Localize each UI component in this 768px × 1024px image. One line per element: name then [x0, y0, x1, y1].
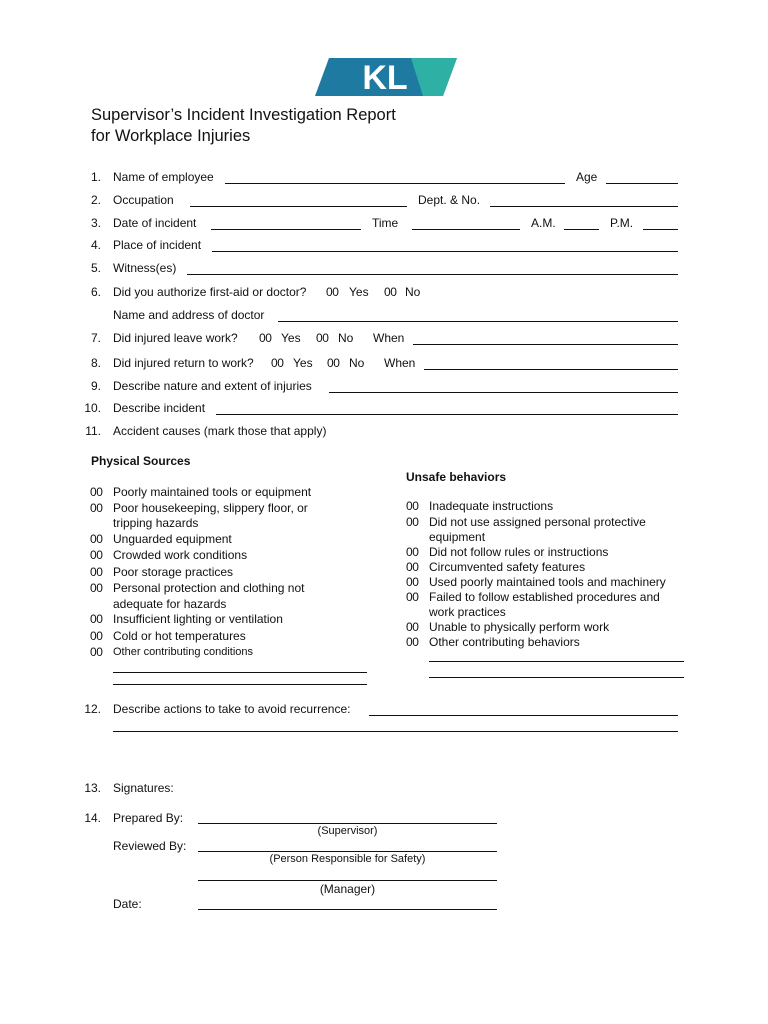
- physical-item-cont: tripping hazards: [113, 516, 199, 530]
- dept-field[interactable]: [490, 206, 678, 207]
- label-doctor-address: Name and address of doctor: [113, 308, 265, 322]
- caption-safety: (Person Responsible for Safety): [269, 853, 426, 865]
- checkbox-return-yes[interactable]: 00: [271, 356, 284, 370]
- manager-signature[interactable]: [198, 880, 497, 881]
- label-time: Time: [372, 216, 399, 230]
- logo-shape: [315, 58, 457, 96]
- item-number: 1.: [90, 170, 101, 184]
- unsafe-behaviors-heading: Unsafe behaviors: [406, 470, 507, 484]
- unsafe-item: Circumvented safety features: [429, 560, 586, 574]
- unsafe-item: Did not use assigned personal protective: [429, 515, 646, 529]
- label-place-of-incident: Place of incident: [113, 238, 202, 252]
- pm-field[interactable]: [643, 229, 678, 230]
- describe-incident-field[interactable]: [216, 414, 678, 415]
- checkbox-physical[interactable]: 00: [90, 501, 103, 515]
- label-when: When: [384, 356, 416, 370]
- item-number: 12.: [84, 702, 101, 716]
- physical-item: Other contributing conditions: [113, 646, 254, 658]
- logo-text: KL: [362, 59, 408, 96]
- checkbox-physical[interactable]: 00: [90, 532, 103, 546]
- actions-field[interactable]: [369, 715, 678, 716]
- unsafe-item: Other contributing behaviors: [429, 635, 580, 649]
- item-number: 10.: [84, 401, 101, 415]
- checkbox-unsafe[interactable]: 00: [406, 515, 419, 529]
- item-number: 7.: [90, 331, 101, 345]
- label-yes: Yes: [281, 331, 301, 345]
- item-number: 9.: [90, 379, 101, 393]
- item-number: 2.: [90, 193, 101, 207]
- label-reviewed-by: Reviewed By:: [113, 839, 187, 853]
- checkbox-first-aid-no[interactable]: 00: [384, 285, 397, 299]
- am-field[interactable]: [564, 229, 599, 230]
- physical-item: Crowded work conditions: [113, 548, 248, 562]
- checkbox-leave-yes[interactable]: 00: [259, 331, 272, 345]
- age-field[interactable]: [606, 183, 678, 184]
- label-occupation: Occupation: [113, 193, 174, 207]
- label-name-of-employee: Name of employee: [113, 170, 214, 184]
- physical-item: Poor housekeeping, slippery floor, or: [113, 501, 308, 515]
- occupation-field[interactable]: [190, 206, 407, 207]
- checkbox-leave-no[interactable]: 00: [316, 331, 329, 345]
- checkbox-unsafe[interactable]: 00: [406, 635, 419, 649]
- physical-sources-heading: Physical Sources: [91, 454, 191, 468]
- label-prepared-by: Prepared By:: [113, 811, 184, 825]
- unsafe-item-cont: work practices: [429, 605, 506, 619]
- prepared-by-signature[interactable]: [198, 823, 497, 824]
- label-no: No: [338, 331, 354, 345]
- other-behaviors-field[interactable]: [429, 677, 684, 678]
- return-when-field[interactable]: [424, 369, 678, 370]
- label-dept: Dept. & No.: [418, 193, 481, 207]
- checkbox-physical[interactable]: 00: [90, 645, 103, 659]
- physical-item-cont: adequate for hazards: [113, 597, 227, 611]
- label-age: Age: [576, 170, 598, 184]
- physical-item: Cold or hot temperatures: [113, 629, 246, 643]
- title-line-2: for Workplace Injuries: [91, 127, 251, 145]
- label-when: When: [373, 331, 405, 345]
- date-field[interactable]: [198, 909, 497, 910]
- checkbox-unsafe[interactable]: 00: [406, 620, 419, 634]
- label-actions: Describe actions to take to avoid recurrence:: [113, 702, 351, 716]
- label-yes: Yes: [349, 285, 369, 299]
- unsafe-item: Used poorly maintained tools and machinery: [429, 575, 666, 589]
- checkbox-physical[interactable]: 00: [90, 548, 103, 562]
- checkbox-return-no[interactable]: 00: [327, 356, 340, 370]
- physical-item: Personal protection and clothing not: [113, 581, 305, 595]
- label-date: Date:: [113, 897, 142, 911]
- doctor-address-field[interactable]: [278, 321, 678, 322]
- physical-item: Insufficient lighting or ventilation: [113, 612, 283, 626]
- unsafe-item: Did not follow rules or instructions: [429, 545, 609, 559]
- checkbox-unsafe[interactable]: 00: [406, 499, 419, 513]
- label-first-aid: Did you authorize first-aid or doctor?: [113, 285, 307, 299]
- item-number: 3.: [90, 216, 101, 230]
- label-no: No: [349, 356, 365, 370]
- checkbox-unsafe[interactable]: 00: [406, 545, 419, 559]
- item-number: 13.: [84, 781, 101, 795]
- incident-time-field[interactable]: [412, 229, 520, 230]
- caption-manager: (Manager): [319, 882, 376, 896]
- label-nature-injuries: Describe nature and extent of injuries: [113, 379, 312, 393]
- other-conditions-field[interactable]: [113, 684, 367, 685]
- unsafe-item-cont: equipment: [429, 530, 486, 544]
- reviewed-by-signature[interactable]: [198, 851, 497, 852]
- employee-name-field[interactable]: [225, 183, 565, 184]
- caption-supervisor: (Supervisor): [317, 825, 378, 837]
- label-return-work: Did injured return to work?: [113, 356, 254, 370]
- checkbox-unsafe[interactable]: 00: [406, 560, 419, 574]
- checkbox-unsafe[interactable]: 00: [406, 575, 419, 589]
- label-accident-causes: Accident causes (mark those that apply): [113, 424, 327, 438]
- leave-when-field[interactable]: [413, 344, 678, 345]
- nature-field[interactable]: [329, 392, 678, 393]
- checkbox-physical[interactable]: 00: [90, 629, 103, 643]
- physical-item: Poorly maintained tools or equipment: [113, 485, 312, 499]
- label-date-of-incident: Date of incident: [113, 216, 197, 230]
- checkbox-first-aid-yes[interactable]: 00: [326, 285, 339, 299]
- label-pm: P.M.: [610, 216, 634, 230]
- item-number: 5.: [90, 261, 101, 275]
- item-number: 4.: [90, 238, 101, 252]
- item-number: 8.: [90, 356, 101, 370]
- checkbox-physical[interactable]: 00: [90, 612, 103, 626]
- other-conditions-field[interactable]: [113, 672, 367, 673]
- company-logo: [315, 58, 457, 96]
- place-field[interactable]: [212, 251, 678, 252]
- item-number: 6.: [90, 285, 101, 299]
- label-signatures: Signatures:: [113, 781, 174, 795]
- other-behaviors-field[interactable]: [429, 661, 684, 662]
- checkbox-physical[interactable]: 00: [90, 581, 103, 595]
- item-number: 14.: [84, 811, 101, 825]
- label-no: No: [405, 285, 421, 299]
- label-yes: Yes: [293, 356, 313, 370]
- witness-field[interactable]: [187, 274, 678, 275]
- checkbox-unsafe[interactable]: 00: [406, 590, 419, 604]
- incident-date-field[interactable]: [211, 229, 361, 230]
- physical-item: Poor storage practices: [113, 565, 234, 579]
- checkbox-physical[interactable]: 00: [90, 565, 103, 579]
- label-am: A.M.: [531, 216, 556, 230]
- title-line-1: Supervisor’s Incident Investigation Report: [91, 106, 396, 124]
- unsafe-item: Inadequate instructions: [429, 499, 554, 513]
- unsafe-item: Unable to physically perform work: [429, 620, 610, 634]
- checkbox-physical[interactable]: 00: [90, 485, 103, 499]
- physical-item: Unguarded equipment: [113, 532, 232, 546]
- label-leave-work: Did injured leave work?: [113, 331, 238, 345]
- label-witnesses: Witness(es): [113, 261, 177, 275]
- label-describe-incident: Describe incident: [113, 401, 206, 415]
- actions-field-2[interactable]: [113, 731, 678, 732]
- unsafe-item: Failed to follow established procedures and: [429, 590, 660, 604]
- item-number: 11.: [85, 424, 101, 438]
